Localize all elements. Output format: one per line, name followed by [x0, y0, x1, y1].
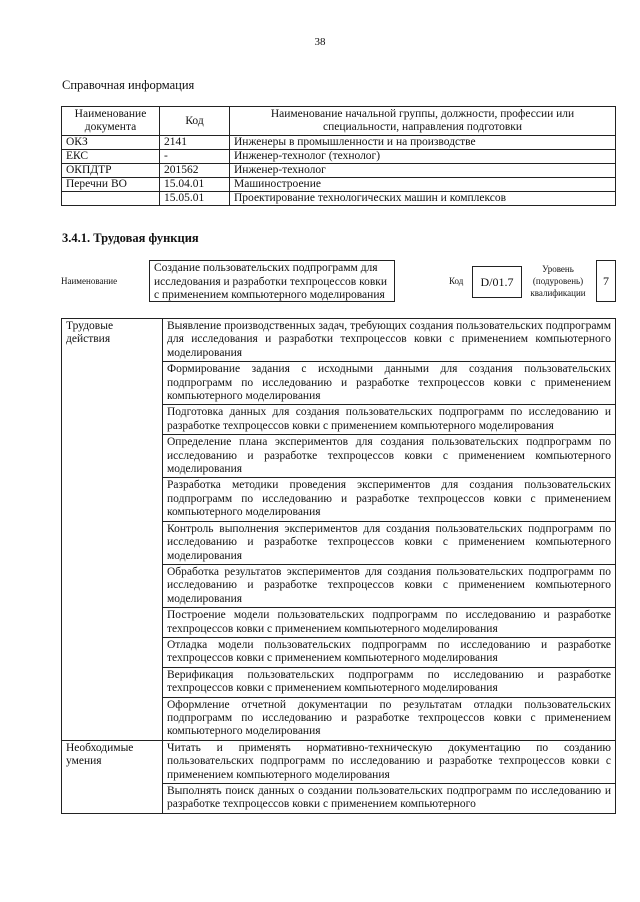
ref-cell-document: ЕКС — [62, 150, 160, 164]
function-header — [61, 260, 616, 304]
table-row — [62, 192, 616, 206]
function-title: 3.4.1. Трудовая функция — [62, 231, 199, 245]
skills-label: Необходимые умения — [62, 740, 163, 813]
table-row — [62, 136, 616, 150]
labor-action-item: Определение плана экспериментов для создания пользовательских подпрограмм по исследованию и разработке техпроцессов ковки с применением компьютерного моделирования — [163, 435, 616, 478]
skill-item: Читать и применять нормативно-техническую документацию по созданию пользовательских подпрограмм по исследованию и разработке техпроцессов ковки с применением компьютерного моделирования — [163, 740, 616, 783]
ref-cell-document: ОКЗ — [62, 136, 160, 150]
ref-cell-group: Проектирование технологических машин и комплексов — [230, 192, 616, 206]
ref-cell-group: Инженер-технолог — [230, 164, 616, 178]
ref-cell-group: Машиностроение — [230, 178, 616, 192]
skill-item: Выполнять поиск данных о создании пользовательских подпрограмм по исследованию и разработке техпроцессов ковки с применением компьютерного — [163, 784, 616, 814]
labor-action-item: Построение модели пользовательских подпрограмм по исследованию и разработке техпроцессов ковки с применением компьютерного моделирования — [163, 608, 616, 638]
function-name-label: Наименование — [61, 276, 118, 286]
page-number: 38 — [314, 36, 326, 48]
ref-cell-document: Перечни ВО — [62, 178, 160, 192]
ref-cell-code: 15.04.01 — [160, 178, 230, 192]
function-level-label: Уровень (подуровень) квалификации — [530, 264, 586, 298]
ref-cell-code: 15.05.01 — [160, 192, 230, 206]
ref-cell-group: Инженер-технолог (технолог) — [230, 150, 616, 164]
ref-cell-document: ОКПДТР — [62, 164, 160, 178]
section-title: Справочная информация — [62, 78, 195, 92]
ref-cell-code: 201562 — [160, 164, 230, 178]
ref-cell-code: - — [160, 150, 230, 164]
header-code: Код — [160, 107, 230, 136]
labor-action-item: Верификация пользовательских подпрограмм по исследованию и разработке техпроцессов ковки с применением компьютерного моделирования — [163, 667, 616, 697]
table-row — [62, 178, 616, 192]
labor-function-table — [61, 318, 616, 814]
ref-cell-document — [62, 192, 160, 206]
function-level-value: 7 — [596, 260, 616, 302]
header-document-name: Наименование документа — [62, 107, 160, 136]
labor-action-item: Обработка результатов экспериментов для создания пользовательских подпрограмм по исследованию и разработке техпроцессов ковки с применением компьютерного моделирования — [163, 564, 616, 607]
function-name-value: Создание пользовательских подпрограмм для исследования и разработки техпроцессов ковки с применением компьютерного моделирования — [149, 260, 395, 302]
function-code-label: Код — [449, 276, 464, 286]
table-row — [62, 319, 616, 362]
labor-action-item: Контроль выполнения экспериментов для создания пользовательских подпрограмм по исследованию и разработке техпроцессов ковки с применением компьютерного моделирования — [163, 521, 616, 564]
table-row — [62, 164, 616, 178]
reference-table-header — [62, 107, 616, 136]
labor-action-item: Формирование задания с исходными данными для создания пользовательских подпрограмм по исследованию и разработке техпроцессов ковки с применением компьютерного моделирования — [163, 362, 616, 405]
table-row — [62, 740, 616, 783]
labor-action-item: Разработка методики проведения экспериментов для создания пользовательских подпрограмм по исследованию и разработке техпроцессов ковки с применением компьютерного моделирования — [163, 478, 616, 521]
labor-action-item: Подготовка данных для создания пользовательских подпрограмм по исследованию и разработке техпроцессов ковки с применением компьютерного моделирования — [163, 405, 616, 435]
table-row — [62, 150, 616, 164]
ref-cell-group: Инженеры в промышленности и на производстве — [230, 136, 616, 150]
labor-action-item: Оформление отчетной документации по результатам отладки пользовательских подпрограмм по исследованию и разработке техпроцессов ковки с применением компьютерного моделирования — [163, 697, 616, 740]
function-code-value: D/01.7 — [472, 266, 522, 298]
labor-actions-label: Трудовые действия — [62, 319, 163, 741]
labor-action-item: Отладка модели пользовательских подпрограмм по исследованию и разработке техпроцессов ковки с применением компьютерного моделирования — [163, 637, 616, 667]
labor-action-item: Выявление производственных задач, требующих создания пользовательских подпрограмм для исследования и разработки техпроцессов ковки с применением компьютерного моделирования — [163, 319, 616, 362]
header-group-name: Наименование начальной группы, должности, профессии или специальности, направления подготовки — [230, 107, 616, 136]
ref-cell-code: 2141 — [160, 136, 230, 150]
reference-table — [61, 106, 616, 206]
